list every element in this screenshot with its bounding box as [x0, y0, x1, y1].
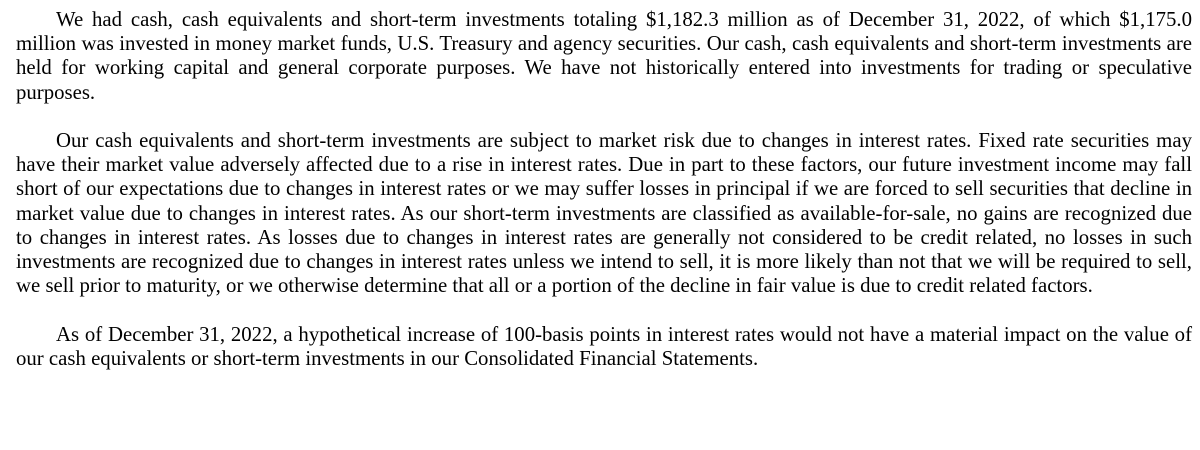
paragraph-interest-rate-risk: Our cash equivalents and short-term investments are subject to market risk due to changes in interest rates. Fixed rate securities may have their market value adversely affected due to a rise in interest rates. Due in part to these factors, our future investment income may fall short of our expectations due to changes in interest rates or we may suffer losses in principal if we are forced to sell securities that decline in market value due to changes in interest rates. As our short-term investments are classified as available-for-sale, no gains are recognized due to changes in interest rates. As losses due to changes in interest rates are generally not considered to be credit related, no losses in such investments are recognized due to changes in interest rates unless we intend to sell, it is more likely than not that we will be required to sell, we sell prior to maturity, or we otherwise determine that all or a portion of the decline in fair value is due to credit related factors.: [16, 129, 1192, 298]
paragraph-cash-holdings: We had cash, cash equivalents and short-term investments totaling $1,182.3 million as of December 31, 2022, of which $1,175.0 million was invested in money market funds, U.S. Treasury and agency securities. Our cash, cash equivalents and short-term investments are held for working capital and general corporate purposes. We have not historically entered into investments for trading or speculative purposes.: [16, 8, 1192, 104]
document-body: [16, 8, 1192, 395]
paragraph-hypothetical-increase: As of December 31, 2022, a hypothetical increase of 100-basis points in interest rates would not have a material impact on the value of our cash equivalents or short-term investments in our Consolidated Financial Statements.: [16, 322, 1192, 370]
